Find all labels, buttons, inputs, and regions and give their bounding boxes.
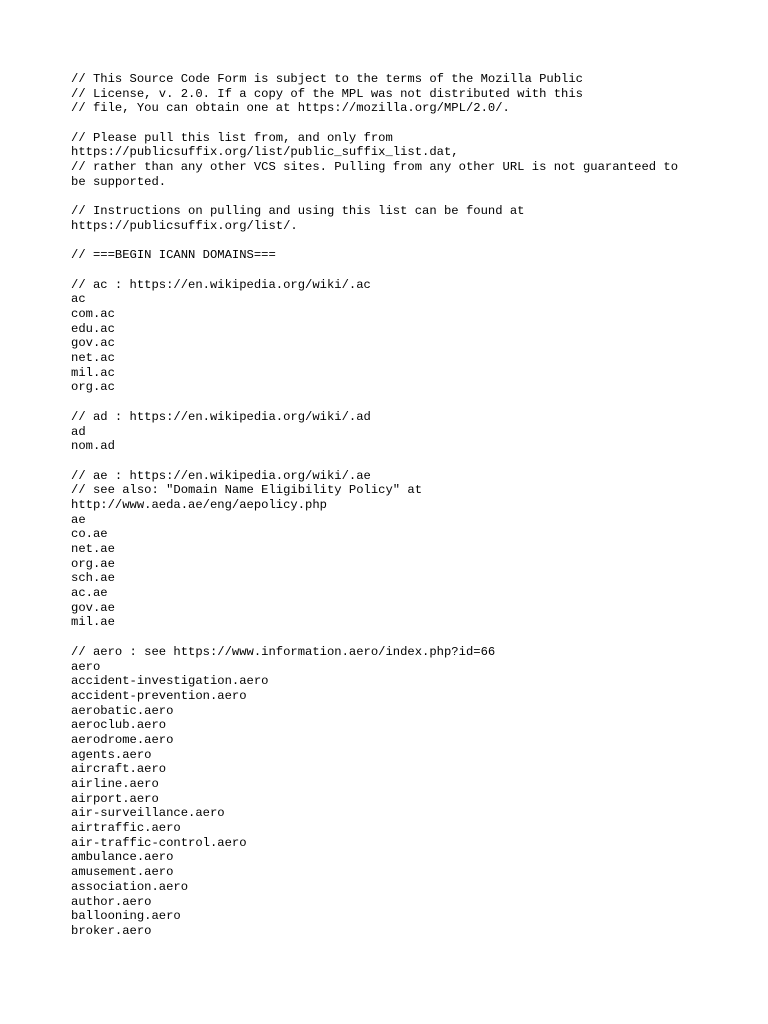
text-line: mil.ac — [71, 365, 115, 380]
text-block — [71, 131, 711, 190]
text-line: https://publicsuffix.org/list/public_suffix_list.dat, — [71, 145, 459, 160]
text-line: co.ae — [71, 527, 108, 542]
text-line: broker.aero — [71, 923, 152, 938]
text-block — [71, 248, 711, 263]
text-line: sch.ae — [71, 571, 115, 586]
text-line: aeroclub.aero — [71, 718, 167, 733]
text-line: accident-prevention.aero — [71, 688, 247, 703]
text-line: ac.ae — [71, 586, 108, 601]
text-line: // Please pull this list from, and only from — [71, 130, 393, 145]
text-line: ballooning.aero — [71, 909, 181, 924]
blank-line — [71, 234, 711, 249]
blank-line — [71, 395, 711, 410]
text-line: // ac : https://en.wikipedia.org/wiki/.ac — [71, 277, 371, 292]
text-line: // Instructions on pulling and using this list can be found at — [71, 204, 525, 219]
blank-line — [71, 190, 711, 205]
text-block — [71, 204, 711, 233]
text-line: airport.aero — [71, 791, 159, 806]
text-line: gov.ae — [71, 600, 115, 615]
text-line: ambulance.aero — [71, 850, 174, 865]
text-line: net.ac — [71, 351, 115, 366]
text-line: be supported. — [71, 174, 167, 189]
text-line: // file, You can obtain one at https://mozilla.org/MPL/2.0/. — [71, 101, 510, 116]
text-line: net.ae — [71, 542, 115, 556]
text-line: com.ac — [71, 307, 115, 321]
text-line: author.aero — [71, 894, 152, 909]
text-line: org.ae — [71, 556, 115, 571]
text-line: // This Source Code Form is subject to the terms of the Mozilla Public — [71, 72, 583, 86]
text-block — [71, 278, 711, 396]
blank-line — [71, 263, 711, 278]
text-line: // ad : https://en.wikipedia.org/wiki/.ad — [71, 409, 371, 424]
blank-line — [71, 454, 711, 469]
text-block — [71, 410, 711, 454]
text-line: aircraft.aero — [71, 762, 167, 777]
text-line: edu.ac — [71, 321, 115, 336]
text-line: air-traffic-control.aero — [71, 835, 247, 850]
text-line: aerobatic.aero — [71, 703, 174, 718]
text-block — [71, 645, 711, 939]
text-line: http://www.aeda.ae/eng/aepolicy.php — [71, 497, 327, 512]
text-line: https://publicsuffix.org/list/. — [71, 218, 298, 233]
text-line: ad — [71, 424, 86, 439]
text-line: airline.aero — [71, 777, 159, 791]
text-line: nom.ad — [71, 439, 115, 454]
text-line: amusement.aero — [71, 865, 174, 880]
text-line: agents.aero — [71, 747, 152, 762]
text-line: aero — [71, 659, 101, 674]
text-line: ae — [71, 512, 86, 527]
blank-line — [71, 630, 711, 645]
text-line: airtraffic.aero — [71, 821, 181, 836]
text-line: org.ac — [71, 380, 115, 395]
text-line: air-surveillance.aero — [71, 806, 225, 821]
text-line: association.aero — [71, 879, 189, 894]
text-block — [71, 72, 711, 116]
blank-line — [71, 116, 711, 131]
document-page — [71, 72, 711, 939]
text-line: aerodrome.aero — [71, 732, 174, 747]
text-line: accident-investigation.aero — [71, 674, 269, 689]
text-line: // ae : https://en.wikipedia.org/wiki/.ae — [71, 468, 371, 483]
text-line: // License, v. 2.0. If a copy of the MPL was not distributed with this — [71, 86, 583, 101]
text-line: // rather than any other VCS sites. Pulling from any other URL is not guaranteed to — [71, 160, 679, 175]
text-block — [71, 469, 711, 631]
text-line: gov.ac — [71, 336, 115, 351]
text-line: // ===BEGIN ICANN DOMAINS=== — [71, 248, 276, 263]
text-line: // aero : see https://www.information.aero/index.php?id=66 — [71, 644, 496, 659]
text-line: ac — [71, 292, 86, 307]
text-line: mil.ae — [71, 615, 115, 630]
text-line: // see also: "Domain Name Eligibility Policy" at — [71, 483, 423, 498]
